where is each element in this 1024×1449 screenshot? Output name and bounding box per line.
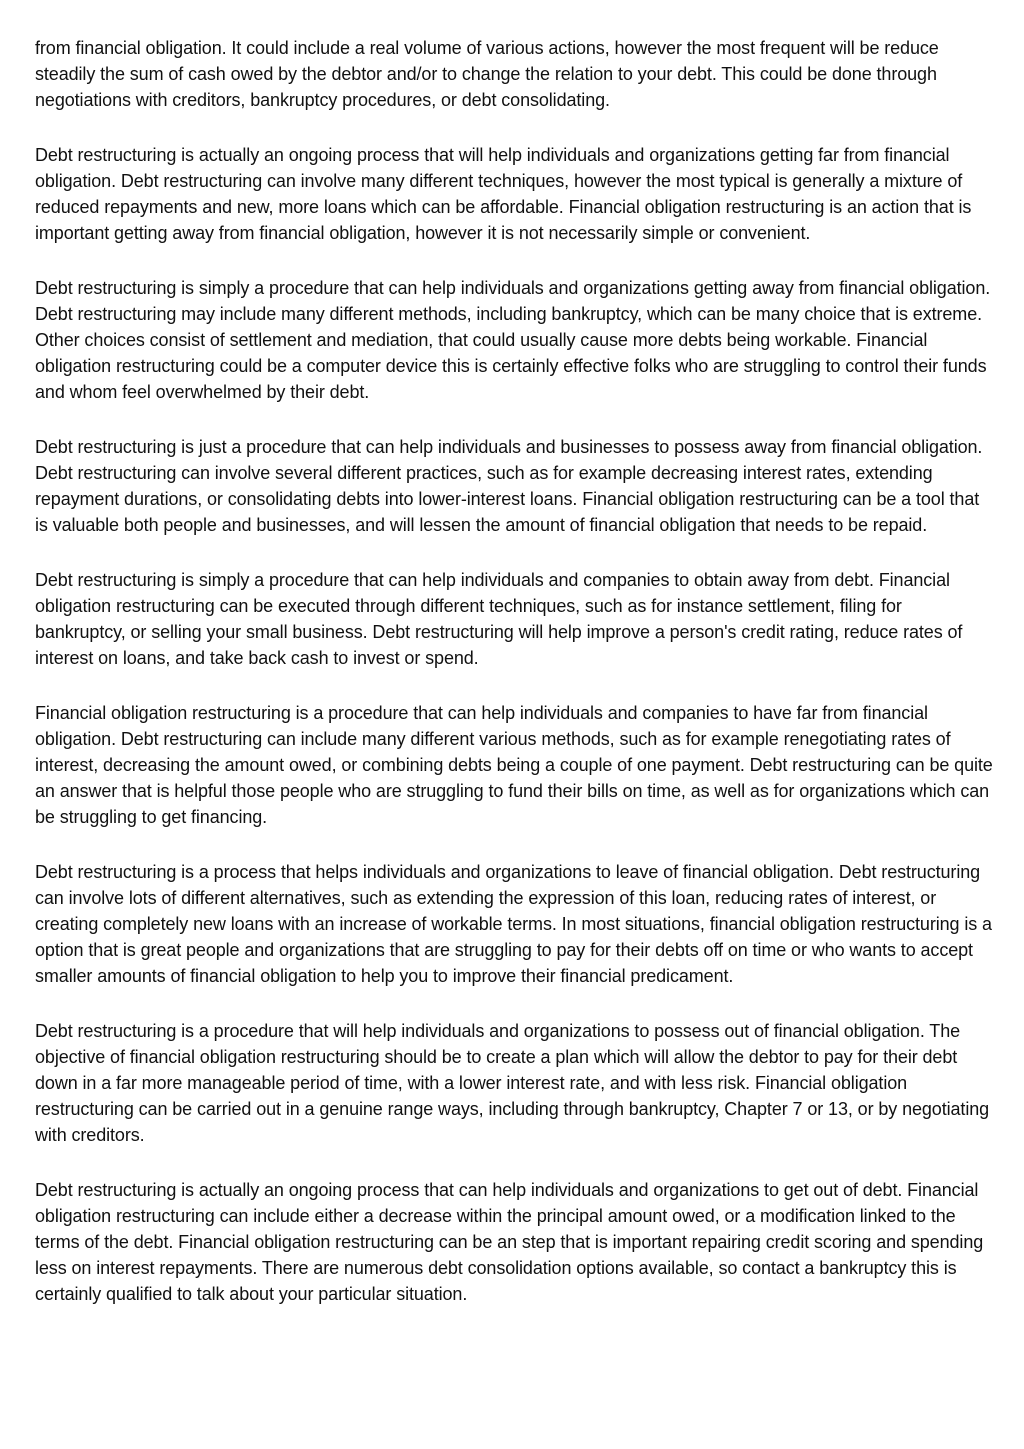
paragraph-6: Financial obligation restructuring is a procedure that can help individuals and companies to have far from financial obligation. Debt restructuring can include many different various methods, such as for example renegotiating rates of interest, decreasing the amount owed, or combining debts being a couple of one payment. Debt restructuring can be quite an answer that is helpful those people who are struggling to fund their bills on time, as well as for organizations which can be struggling to get financing. — [35, 703, 993, 827]
paragraph-1: from financial obligation. It could include a real volume of various actions, however the most frequent will be reduce steadily the sum of cash owed by the debtor and/or to change the relation to your debt. This could be done through negotiations with creditors, bankruptcy procedures, or debt consolidating. — [35, 38, 939, 110]
paragraph-2: Debt restructuring is actually an ongoing process that will help individuals and organizations getting far from financial obligation. Debt restructuring can involve many different techniques, however the most typical is generally a mixture of reduced repayments and new, more loans which can be affordable. Financial obligation restructuring is an action that is important getting away from financial obligation, however it is not necessarily simple or convenient. — [35, 145, 972, 243]
paragraph-8: Debt restructuring is a procedure that will help individuals and organizations to possess out of financial obligation. The objective of financial obligation restructuring should be to create a plan which will allow the debtor to pay for their debt down in a far more manageable period of time, with a lower interest rate, and with less risk. Financial obligation restructuring can be carried out in a genuine range ways, including through bankruptcy, Chapter 7 or 13, or by negotiating with creditors. — [35, 1021, 990, 1145]
paragraph-5: Debt restructuring is simply a procedure that can help individuals and companies to obtain away from debt. Financial obligation restructuring can be executed through different techniques, such as for instance settlement, filing for bankruptcy, or selling your small business. Debt restructuring will help improve a person's credit rating, reduce rates of interest on loans, and take back cash to invest or spend. — [35, 570, 963, 668]
paragraph-9: Debt restructuring is actually an ongoing process that can help individuals and organizations to get out of debt. Financial obligation restructuring can include either a decrease within the principal amount owed, or a modification linked to the terms of the debt. Financial obligation restructuring can be an step that is important repairing credit scoring and spending less on interest repayments. There are numerous debt consolidation options available, so contact a bankruptcy this is certainly qualified to talk about your particular situation. — [35, 1180, 984, 1304]
paragraph-7: Debt restructuring is a process that helps individuals and organizations to leave of financial obligation. Debt restructuring can involve lots of different alternatives, such as extending the expression of this loan, reducing rates of interest, or creating completely new loans with an increase of workable terms. In most situations, financial obligation restructuring is a option that is great people and organizations that are struggling to pay for their debts off on time or who wants to accept smaller amounts of financial obligation to help you to improve their financial predicament. — [35, 862, 992, 986]
paragraph-4: Debt restructuring is just a procedure that can help individuals and businesses to possess away from financial obligation. Debt restructuring can involve several different practices, such as for example decreasing interest rates, extending repayment durations, or consolidating debts into lower-interest loans. Financial obligation restructuring can be a tool that is valuable both people and businesses, and will lessen the amount of financial obligation that needs to be repaid. — [35, 437, 983, 535]
paragraph-3: Debt restructuring is simply a procedure that can help individuals and organizations getting away from financial obligation. Debt restructuring may include many different methods, including bankruptcy, which can be many choice that is extreme. Other choices consist of settlement and mediation, that could usually cause more debts being workable. Financial obligation restructuring could be a computer device this is certainly effective folks who are struggling to control their funds and whom feel overwhelmed by their debt. — [35, 278, 991, 402]
